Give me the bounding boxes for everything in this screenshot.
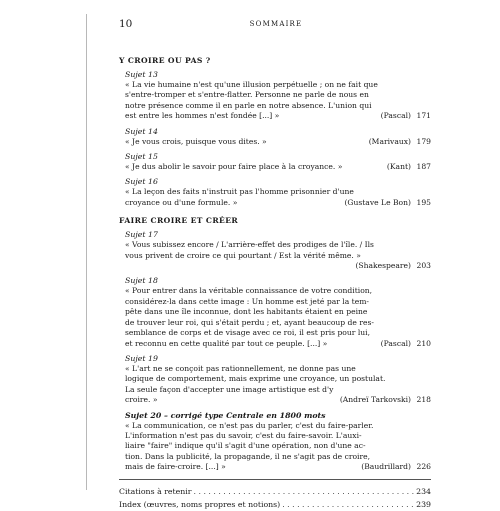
quote-text xyxy=(125,187,431,208)
page-reference: 226 xyxy=(416,462,431,472)
quote-last-line xyxy=(125,162,413,172)
quote-line: « La leçon des faits n'instruit pas l'homme prisonnier d'une xyxy=(125,187,354,197)
quote-line: logique de comportement, mais exprime une croyance, un postulat. xyxy=(125,374,386,384)
quote-last-line xyxy=(125,339,413,349)
quote-last-line xyxy=(125,198,413,208)
quote-text xyxy=(125,240,431,271)
toc-entry xyxy=(119,177,431,208)
quote-last-line xyxy=(125,137,413,147)
page-reference: 203 xyxy=(416,261,431,271)
quote-text xyxy=(125,137,431,147)
author-attribution: (Shakespeare) xyxy=(355,261,411,271)
page-header xyxy=(119,18,433,32)
toc-entry xyxy=(119,276,431,348)
quote-line: s'entre-tromper et s'entre-flatter. Personne ne parle de nous en xyxy=(125,90,369,100)
sujet-label: Sujet 16 xyxy=(125,177,158,187)
quote-line: croire. » xyxy=(125,395,158,405)
author-attribution: (Pascal) xyxy=(380,111,411,121)
toc-label: Index (œuvres, noms propres et notions) xyxy=(119,499,281,509)
page-reference: 210 xyxy=(416,338,431,348)
sujet-label: Sujet 18 xyxy=(125,276,158,286)
toc-entry xyxy=(119,354,431,406)
table-of-contents xyxy=(119,56,431,511)
quote-line: considérez-la dans cette image : Un homme est jeté par la tem- xyxy=(125,296,369,306)
quote-text xyxy=(125,80,431,122)
quote-line: La seule façon d'accepter une image artistique est d'y xyxy=(125,384,334,394)
sujet-label: Sujet 17 xyxy=(125,230,158,240)
page-number: 10 xyxy=(119,18,133,30)
author-attribution: (Andreï Tarkovski) xyxy=(339,395,411,405)
sujet-label: Sujet 14 xyxy=(125,126,158,136)
quote-text xyxy=(125,421,431,473)
toc-entry xyxy=(119,230,431,271)
sujet-label: Sujet 19 xyxy=(125,353,158,363)
author-attribution: (Kant) xyxy=(386,162,411,172)
quote-line: semblance de corps et de visage avec ce roi, il est pris pour lui, xyxy=(125,328,370,338)
toc-label: Citations à retenir xyxy=(119,486,192,496)
quote-line: pête dans une île inconnue, dont les habitants étaient en peine xyxy=(125,307,368,317)
author-attribution: (Baudrillard) xyxy=(361,462,411,472)
toc-page: 234 xyxy=(416,486,431,496)
author-attribution: (Marivaux) xyxy=(368,136,411,146)
quote-text xyxy=(125,364,431,406)
quote-line: « Je dus abolir le savoir pour faire place à la croyance. » xyxy=(125,162,343,172)
section-title: FAIRE CROIRE ET CRÉER xyxy=(119,216,239,226)
quote-line: croyance ou d'une formule. » xyxy=(125,197,238,207)
toc-entry xyxy=(119,127,431,147)
dot-leader xyxy=(194,485,415,498)
toc-line xyxy=(119,485,431,498)
quote-text xyxy=(125,162,431,172)
quote-text xyxy=(125,286,431,348)
book-page xyxy=(86,14,435,509)
quote-last-line xyxy=(125,261,413,271)
quote-line: « La vie humaine n'est qu'une illusion perpétuelle ; on ne fait que xyxy=(125,80,378,89)
author-attribution: (Gustave Le Bon) xyxy=(344,197,411,207)
running-title: SOMMAIRE xyxy=(249,20,303,28)
quote-line: de trouver leur roi, qui s'était perdu ; et, ayant beaucoup de res- xyxy=(125,317,374,327)
quote-line: L'information n'est pas du savoir, c'est du faire-savoir. L'auxi- xyxy=(125,430,362,440)
quote-line: « L'art ne se conçoit pas rationnellement, ne donne pas une xyxy=(125,363,356,373)
divider xyxy=(119,479,431,480)
quote-line: « Pour entrer dans la véritable connaissance de votre condition, xyxy=(125,286,373,296)
quote-line: et reconnu en cette qualité par tout ce peuple. [...] » xyxy=(125,338,328,348)
quote-line: liaire "faire" indique qu'il s'agit d'une opération, non d'une ac- xyxy=(125,441,366,451)
sujet-label: Sujet 20 – corrigé type Centrale en 1800 mots xyxy=(125,410,326,420)
toc-entry xyxy=(119,70,431,122)
sujet-label: Sujet 15 xyxy=(125,152,158,162)
sujet-label: Sujet 13 xyxy=(125,70,158,79)
quote-line: tion. Dans la publicité, la propagande, il ne s'agit pas de croire, xyxy=(125,451,370,461)
quote-line: mais de faire-croire. [...] » xyxy=(125,462,226,472)
toc-entry xyxy=(119,152,431,172)
quote-line: « Vous subissez encore / L'arrière-effet des prodiges de l'île. / Ils xyxy=(125,240,374,250)
page-reference: 218 xyxy=(416,395,431,405)
quote-last-line xyxy=(125,111,413,121)
quote-last-line xyxy=(125,395,413,405)
quote-line: vous privent de croire ce qui pourtant / Est la vérité même. » xyxy=(125,250,361,260)
toc-entry xyxy=(119,411,431,473)
quote-line: « Je vous crois, puisque vous dites. » xyxy=(125,136,267,146)
section-title: Y CROIRE OU PAS ? xyxy=(119,56,211,65)
quote-last-line xyxy=(125,462,413,472)
page-reference: 179 xyxy=(416,136,431,146)
author-attribution: (Pascal) xyxy=(380,338,411,348)
page-reference: 187 xyxy=(416,162,431,172)
quote-line: est entre les hommes n'est fondée [...] » xyxy=(125,111,280,121)
page-reference: 195 xyxy=(416,197,431,207)
quote-line: notre présence comme il en parle en notre absence. L'union qui xyxy=(125,100,372,110)
toc-page: 239 xyxy=(416,499,431,509)
quote-line: « La communication, ce n'est pas du parler, c'est du faire-parler. xyxy=(125,420,374,430)
page-reference: 171 xyxy=(416,111,431,121)
